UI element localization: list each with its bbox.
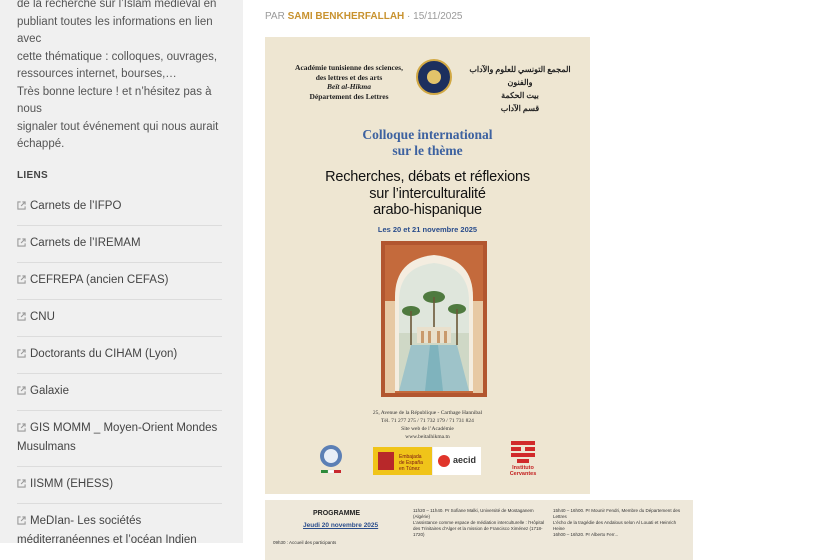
header-line: des lettres et des arts [315, 72, 383, 82]
cervantes-label: Instituto Cervantes [509, 465, 537, 477]
header-line: بيت الحكمة [501, 91, 539, 100]
link-item-gis-momm[interactable] [17, 411, 222, 467]
program-line: 11h20 – 11h40. Pr Sofiane Malki, Université de Mostaganem (Algérie) [413, 508, 534, 519]
program-image[interactable] [265, 500, 693, 560]
external-link-icon [17, 312, 26, 321]
program-middle-column [413, 508, 547, 538]
link-item-cefrepa[interactable] [17, 263, 222, 300]
link-label[interactable]: CNU [30, 311, 55, 323]
intro-line: cette thématique : colloques, ouvrages, [17, 50, 218, 63]
theme-line: arabo-hispanique [373, 202, 482, 218]
academy-address [265, 409, 590, 441]
theme-line: sur l’interculturalité [369, 185, 486, 202]
colloque-heading [265, 127, 590, 159]
program-day: Jeudi 20 novembre 2025 [303, 522, 379, 529]
header-line: Beït al-Hikma [327, 82, 371, 91]
link-label[interactable]: IISMM (EHESS) [30, 478, 114, 490]
aecid-icon [438, 455, 450, 467]
link-item-ciham[interactable] [17, 337, 222, 374]
tunisia-emblem-icon [317, 443, 345, 475]
header-line: المجمع التونسي للعلوم والآداب والفنون [469, 65, 571, 87]
intro-line: ressources internet, bourses,… [17, 68, 177, 80]
intro-line: de la recherche sur l’Islam médiéval en [17, 0, 217, 10]
address-line: www.beitalhikma.tn [405, 434, 450, 440]
colloquium-poster[interactable] [265, 37, 590, 494]
link-item-iismm[interactable] [17, 467, 222, 504]
link-item-ifpo[interactable] [17, 189, 222, 226]
external-link-icon [17, 423, 26, 432]
spain-aecid-logo [373, 447, 480, 475]
links-heading: LIENS [17, 170, 48, 181]
spain-embassy-text: Embajada de España en Túnez [399, 454, 423, 472]
link-item-iremam[interactable] [17, 226, 222, 263]
header-line: Académie tunisienne des sciences, [295, 63, 403, 72]
address-line: Site web de l’Académie [401, 426, 454, 432]
instituto-cervantes-logo [505, 441, 541, 477]
link-item-median[interactable] [17, 504, 222, 559]
program-left-line: 09h30 : Accueil des participants [273, 540, 337, 545]
spain-shield-icon [378, 452, 394, 470]
byline-prefix: PAR [265, 11, 285, 22]
post-byline [265, 11, 462, 22]
external-link-icon [17, 349, 26, 358]
link-label[interactable]: GIS MOMM _ Moyen-Orient Mondes Musulmans [17, 422, 218, 453]
header-line: قسم الآداب [500, 104, 540, 113]
external-link-icon [17, 516, 26, 525]
external-link-icon [17, 479, 26, 488]
link-label[interactable]: MeDIan- Les sociétés méditerranéennes et l’océan Indien [17, 515, 197, 546]
external-link-icon [17, 238, 26, 247]
andalusian-arch-illustration [381, 241, 487, 397]
program-line: L’assistance comme espace de médiation interculturelle : l’Hôpital des Trinitaires d’Alger et la mission de Francisco Ximénez (1718-1720) [413, 520, 545, 537]
program-right-column [553, 508, 687, 538]
colloque-line: sur le thème [392, 143, 463, 158]
sidebar-intro [17, 0, 229, 154]
intro-line: échappé. [17, 138, 65, 150]
link-label[interactable]: CEFREPA (ancien CEFAS) [30, 274, 169, 286]
academy-header-fr [279, 63, 419, 101]
program-line: 16h00 – 16h20. Pr Alberto Ferr... [553, 532, 619, 537]
sidebar [0, 0, 243, 546]
program-title: PROGRAMME [313, 510, 361, 517]
intro-line: Très bonne lecture ! et n’hésitez pas à nous [17, 85, 212, 115]
link-item-galaxie[interactable] [17, 374, 222, 411]
link-label[interactable]: Doctorants du CIHAM (Lyon) [30, 348, 178, 360]
links-list [17, 189, 222, 559]
link-label[interactable]: Carnets de l’IFPO [30, 200, 122, 212]
theme-line: Recherches, débats et réflexions [325, 169, 530, 185]
link-label[interactable]: Carnets de l’IREMAM [30, 237, 141, 249]
academy-emblem-icon [416, 59, 452, 95]
program-line: L’écho de la tragédie des Andalous selon Al Louati et Heinrich Heine [553, 520, 677, 531]
intro-line: signaler tout événement qui nous aurait [17, 120, 219, 133]
link-item-cnu[interactable] [17, 300, 222, 337]
intro-line: publiant toutes les informations en lien avec [17, 15, 213, 45]
academy-header-ar [461, 63, 579, 115]
colloque-dates: Les 20 et 21 novembre 2025 [377, 225, 478, 234]
program-line: 15h40 – 16h00. Pr Mounir Fendri, Membre du Département des Lettres [553, 508, 681, 519]
colloque-line: Colloque international [362, 127, 493, 142]
external-link-icon [17, 275, 26, 284]
main-content [243, 0, 815, 543]
author-link[interactable]: SAMI BENKHERFALLAH [287, 11, 405, 22]
header-line: Département des Lettres [309, 91, 389, 101]
address-line: Tél. 71 277 275 / 71 732 179 / 71 731 824 [381, 418, 474, 424]
external-link-icon [17, 201, 26, 210]
address-line: 25, Avenue de la République - Carthage Hannibal [372, 410, 483, 416]
byline-separator: · [404, 11, 414, 22]
aecid-label: aecid [453, 455, 477, 465]
external-link-icon [17, 386, 26, 395]
post-date: 15/11/2025 [413, 11, 463, 22]
link-label[interactable]: Galaxie [30, 385, 69, 397]
colloque-theme [265, 169, 590, 219]
aecid-logo [432, 447, 481, 475]
